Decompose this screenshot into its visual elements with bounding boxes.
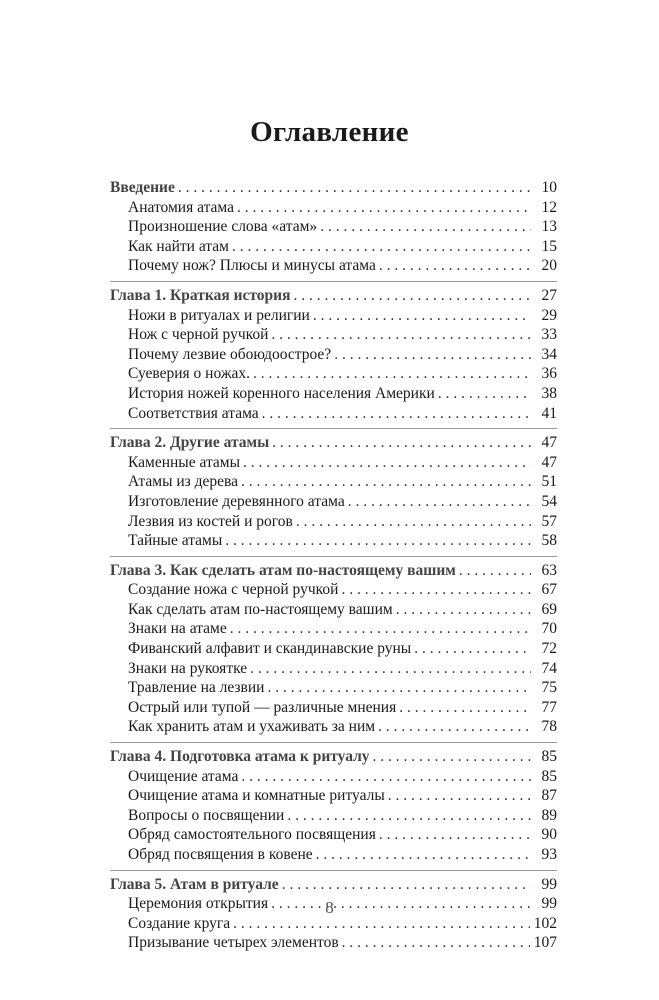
toc-entry-page: 13: [541, 218, 557, 236]
toc-entry-label: Призывание четырех элементов: [128, 934, 339, 952]
toc-entry[interactable]: [110, 306, 557, 326]
dot-leader: [178, 178, 531, 198]
toc-entry-label: Анатомия атама: [128, 198, 235, 216]
toc-entry-label: Тайные атамы: [128, 532, 223, 550]
toc-entry-page: 72: [541, 640, 557, 658]
toc-entry-page: 29: [541, 306, 557, 324]
dot-leader: [272, 433, 531, 453]
toc-entry-label: История ножей коренного населения Америки: [128, 384, 435, 402]
dot-leader: [287, 806, 531, 826]
toc-chapter[interactable]: [110, 875, 557, 895]
toc-chapter-label: Глава 1. Краткая история: [110, 286, 291, 304]
dot-leader: [250, 659, 531, 679]
toc-section: [110, 747, 557, 871]
toc-chapter-page: 27: [541, 286, 557, 304]
toc-entry[interactable]: [110, 237, 557, 257]
toc-entry[interactable]: [110, 698, 557, 718]
toc-entry[interactable]: [110, 531, 557, 551]
toc-chapter-label: Глава 3. Как сделать атам по-настоящему вашим: [110, 561, 456, 579]
toc-entry-page: 20: [541, 257, 557, 275]
dot-leader: [313, 306, 531, 326]
dot-leader: [373, 747, 531, 767]
dot-leader: [414, 639, 531, 659]
dot-leader: [341, 580, 531, 600]
toc-entry-page: 85: [541, 767, 557, 785]
toc-entry-page: 34: [541, 345, 557, 363]
toc-entry-page: 41: [541, 404, 557, 422]
toc-entry-page: 69: [541, 600, 557, 618]
toc-entry-label: Знаки на атаме: [128, 620, 227, 638]
dot-leader: [241, 767, 531, 787]
toc-entry-label: Фиванский алфавит и скандинавские руны: [128, 640, 412, 658]
toc-entry-label: Нож с черной ручкой: [128, 326, 269, 344]
toc-entry-page: 102: [533, 914, 557, 932]
dot-leader: [334, 345, 531, 365]
toc-entry-page: 107: [533, 934, 557, 952]
toc-entry[interactable]: [110, 325, 557, 345]
toc-entry[interactable]: [110, 678, 557, 698]
toc-entry-page: 93: [541, 846, 557, 863]
toc-entry-label: Лезвия из костей и рогов: [128, 512, 293, 530]
toc-chapter-page: 99: [541, 875, 557, 893]
dot-leader: [438, 384, 531, 404]
toc-entry-page: 67: [541, 581, 557, 599]
dot-leader: [294, 286, 532, 306]
dot-leader: [237, 198, 531, 218]
dot-leader: [296, 512, 531, 532]
toc-entry-label: Соответствия атама: [128, 404, 259, 422]
dot-leader: [396, 600, 531, 620]
toc-chapter-page: 47: [541, 434, 557, 452]
toc-chapter[interactable]: [110, 433, 557, 453]
toc-entry-label: Вопросы о посвящении: [128, 806, 285, 824]
toc-entry-page: 33: [541, 326, 557, 344]
table-of-contents: [110, 178, 557, 962]
toc-entry[interactable]: [110, 256, 557, 276]
dot-leader: [282, 875, 531, 895]
toc-chapter[interactable]: [110, 561, 557, 581]
toc-entry-label: Травление на лезвии: [128, 679, 265, 697]
toc-entry-page: 78: [541, 718, 557, 736]
dot-leader: [262, 404, 531, 424]
toc-entry-label: Обряд посвящения в ковене: [128, 846, 313, 863]
toc-entry-page: 57: [541, 512, 557, 530]
toc-section: [110, 286, 557, 429]
dot-leader: [378, 717, 531, 737]
toc-entry[interactable]: [110, 384, 557, 404]
toc-entry-page: 77: [541, 698, 557, 716]
toc-entry-page: 90: [541, 826, 557, 844]
toc-entry-page: 99: [541, 895, 557, 913]
dot-leader: [241, 472, 531, 492]
toc-entry-page: 47: [541, 453, 557, 471]
toc-chapter[interactable]: [110, 747, 557, 767]
toc-entry[interactable]: [110, 845, 557, 865]
toc-entry[interactable]: [110, 217, 557, 237]
dot-leader: [379, 825, 531, 845]
dot-leader: [230, 619, 531, 639]
dot-leader: [388, 786, 531, 806]
toc-entry[interactable]: [110, 580, 557, 600]
toc-entry-page: 70: [541, 620, 557, 638]
dot-leader: [232, 237, 531, 257]
toc-entry-label: Почему нож? Плюсы и минусы атама: [128, 257, 376, 275]
toc-entry[interactable]: [110, 492, 557, 512]
dot-leader: [320, 217, 531, 237]
toc-entry-label: Как найти атам: [128, 237, 229, 255]
toc-entry-page: 75: [541, 679, 557, 697]
dot-leader: [399, 698, 531, 718]
dot-leader: [243, 453, 531, 473]
toc-entry-label: Создание ножа с черной ручкой: [128, 581, 339, 599]
toc-entry[interactable]: [110, 619, 557, 639]
dot-leader: [316, 845, 531, 865]
dot-leader: [267, 678, 531, 698]
toc-entry-label: Каменные атамы: [128, 453, 241, 471]
toc-entry[interactable]: [110, 786, 557, 806]
toc-chapter-label: Глава 5. Атам в ритуале: [110, 875, 279, 893]
toc-entry[interactable]: [110, 345, 557, 365]
toc-entry[interactable]: [110, 825, 557, 845]
page-number: 8: [325, 898, 334, 917]
toc-entry-label: Произношение слова «атам»: [128, 218, 318, 236]
toc-chapter-page: 85: [541, 748, 557, 766]
toc-entry-page: 51: [541, 473, 557, 491]
toc-entry-page: 58: [541, 532, 557, 550]
dot-leader: [253, 364, 531, 384]
dot-leader: [342, 933, 530, 953]
toc-entry[interactable]: [110, 453, 557, 473]
toc-entry[interactable]: [110, 600, 557, 620]
toc-chapter-label: Глава 2. Другие атамы: [110, 434, 270, 452]
toc-entry-page: 87: [541, 787, 557, 805]
dot-leader: [225, 531, 531, 551]
toc-entry[interactable]: [110, 767, 557, 787]
toc-entry-page: 36: [541, 365, 557, 383]
toc-entry[interactable]: [110, 364, 557, 384]
toc-entry-label: Очищение атама и комнатные ритуалы: [128, 787, 385, 805]
toc-chapter-label: Глава 4. Подготовка атама к ритуалу: [110, 748, 370, 766]
toc-section: [110, 561, 557, 743]
toc-chapter-label: Введение: [110, 179, 175, 196]
toc-chapter[interactable]: [110, 178, 557, 198]
toc-entry-page: 74: [541, 659, 557, 677]
toc-entry[interactable]: [110, 404, 557, 424]
toc-entry-page: 54: [541, 492, 557, 510]
toc-entry-label: Почему лезвие обоюдоострое?: [128, 345, 332, 363]
dot-leader: [271, 325, 531, 345]
toc-entry-label: Создание круга: [128, 914, 231, 932]
toc-entry-label: Острый или тупой — различные мнения: [128, 698, 397, 716]
toc-entry-label: Как хранить атам и ухаживать за ним: [128, 718, 376, 736]
toc-entry[interactable]: [110, 639, 557, 659]
toc-entry[interactable]: [110, 512, 557, 532]
toc-entry-label: Атамы из дерева: [128, 473, 239, 491]
toc-section: [110, 178, 557, 282]
toc-entry-label: Очищение атама: [128, 767, 239, 785]
toc-entry-page: 38: [541, 384, 557, 402]
toc-entry-label: Обряд самостоятельного посвящения: [128, 826, 376, 844]
toc-entry-page: 89: [541, 806, 557, 824]
toc-entry-label: Суеверия о ножах.: [128, 365, 251, 383]
toc-entry[interactable]: [110, 806, 557, 826]
toc-entry-label: Изготовление деревянного атама: [128, 492, 345, 510]
toc-entry-label: Ножи в ритуалах и религии: [128, 306, 310, 324]
toc-chapter-page: 63: [541, 561, 557, 579]
toc-entry[interactable]: [110, 717, 557, 737]
dot-leader: [459, 561, 531, 581]
toc-chapter[interactable]: [110, 286, 557, 306]
dot-leader: [348, 492, 531, 512]
toc-entry-page: 15: [541, 237, 557, 255]
toc-entry[interactable]: [110, 472, 557, 492]
toc-section: [110, 433, 557, 557]
toc-entry-label: Как сделать атам по-настоящему вашим: [128, 600, 393, 618]
dot-leader: [379, 256, 531, 276]
page-title: Оглавление: [250, 116, 409, 148]
toc-chapter-page: 10: [541, 179, 557, 196]
toc-entry[interactable]: [110, 933, 557, 953]
toc-entry[interactable]: [110, 659, 557, 679]
toc-entry-page: 12: [541, 198, 557, 216]
toc-entry-label: Знаки на рукоятке: [128, 659, 248, 677]
toc-entry[interactable]: [110, 198, 557, 218]
toc-entry-label: Церемония открытия: [128, 895, 269, 913]
